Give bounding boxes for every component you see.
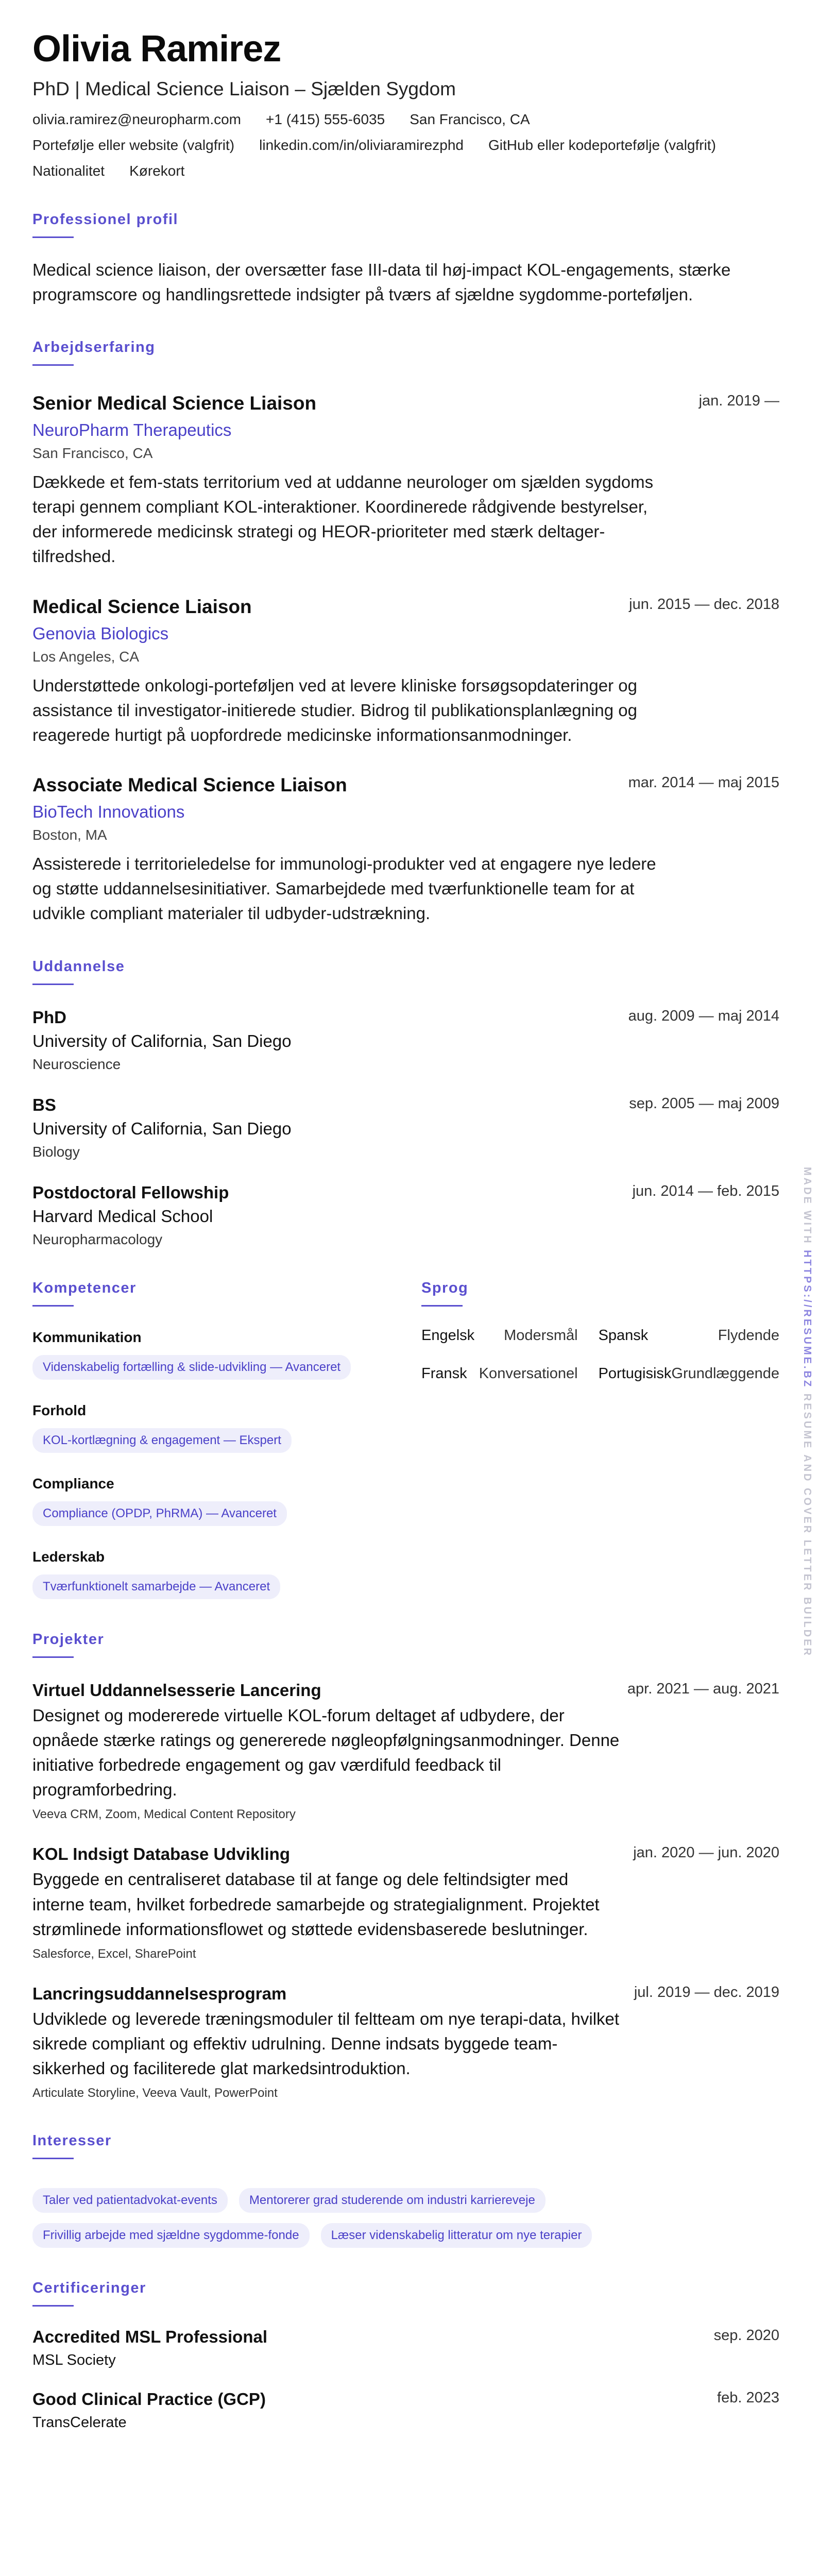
certification-issuer: MSL Society [32,2352,116,2369]
job-dates: jan. 2019 — [698,392,779,409]
certification-date: feb. 2023 [717,2389,779,2406]
degree: Postdoctoral Fellowship [32,1182,229,1202]
section-divider [32,1656,74,1658]
language-item [421,1365,578,1403]
project-dates: jul. 2019 — dec. 2019 [634,1984,779,2001]
contact-row [32,111,779,128]
section-title: Uddannelse [32,958,125,975]
project-entry [32,1844,779,1961]
school: University of California, San Diego [32,1118,292,1138]
contact-linkedin[interactable]: linkedin.com/in/oliviaramirezphd [259,137,464,153]
section-title: Kompetencer [32,1279,137,1296]
candidate-headline: PhD | Medical Science Liaison – Sjælden Sygdom [32,78,456,99]
project-description: Designet og modererede virtuelle KOL-forum deltaget af udbydere, der opnåede stærke ratings og genererede nøgleopfølgningsanmodninger. Denne initiative forbedrede engagement og gav værdifuld feedback til programforbedring. [32,1705,620,1800]
section-title: Certificeringer [32,2280,146,2297]
job-title: Medical Science Liaison [32,596,252,617]
education-entry [32,1183,779,1248]
interest-pill: Frivillig arbejde med sjældne sygdomme-fonde [32,2223,310,2248]
contact-github[interactable]: GitHub eller kodeportefølje (valgfrit) [488,137,716,153]
contact-license: Kørekort [129,162,185,179]
languages-section [421,1280,779,1599]
job-company: Genovia Biologics [32,623,169,643]
project-description: Udviklede og leverede træningsmoduler til feltteam om nye terapi-data, hvilket sikrede compliant og effektiv udrulning. Denne indsats byggede team-sikkerhed og faciliterede glat markedsintroduktion. [32,2009,620,2078]
education-entry [32,1095,779,1160]
certification-entry [32,2389,779,2431]
project-tools: Salesforce, Excel, SharePoint [32,1946,196,1961]
job-location: Los Angeles, CA [32,648,140,665]
field-of-study: Neuroscience [32,1056,121,1072]
section-title: Arbejdserfaring [32,338,156,355]
languages-list [421,1327,779,1403]
education-dates: aug. 2009 — maj 2014 [628,1007,779,1024]
experience-entry [32,596,779,748]
school: University of California, San Diego [32,1031,292,1050]
skill-category: Kommunikation [32,1329,142,1345]
language-item [421,1327,578,1365]
project-tools: Veeva CRM, Zoom, Medical Content Repository [32,1807,296,1822]
resume-page [32,30,779,2431]
job-company: NeuroPharm Therapeutics [32,420,232,439]
profile-summary: Medical science liaison, der oversætter fase III-data til høj-impact KOL-engagements, stærke programscore og handlingsrettede indsigter på tværs af sjældne sygdomme-porteføljen. [32,260,731,304]
language-name: Spansk [598,1327,649,1344]
field-of-study: Biology [32,1143,80,1160]
section-divider [32,984,74,985]
certification-date: sep. 2020 [713,2327,779,2344]
project-entry [32,1681,779,1822]
language-name: Portugisisk [598,1365,672,1382]
degree: BS [32,1095,56,1114]
education-entry [32,1008,779,1073]
language-name: Engelsk [421,1327,475,1344]
section-title: Professionel profil [32,211,179,228]
job-location: San Francisco, CA [32,445,153,461]
experience-entry [32,393,779,569]
education-dates: jun. 2014 — feb. 2015 [632,1182,779,1199]
experience-entry [32,774,779,926]
project-tools: Articulate Storyline, Veeva Vault, PowerPoint [32,2086,278,2100]
contact-nationality: Nationalitet [32,162,105,179]
section-divider [32,2305,74,2307]
interest-pill: Taler ved patientadvokat-events [32,2188,228,2213]
watermark-link[interactable]: HTTPS://RESUME.BZ [802,1250,813,1389]
language-level: Konversationel [479,1365,578,1382]
skills-languages-row [32,1280,779,1599]
project-dates: jan. 2020 — jun. 2020 [633,1844,779,1861]
language-level: Grundlæggende [671,1365,779,1382]
project-dates: apr. 2021 — aug. 2021 [627,1680,779,1697]
skill-pill: KOL-kortlægning & engagement — Ekspert [32,1428,292,1453]
job-description: Assisterede i territorieledelse for immunologi-produkter ved at engagere nye ledere og støtte uddannelsesinitiativer. Samarbejdede med tværfunktionelle team for at udvikle compliant materialer til udbyder-udstrækning. [32,854,656,923]
section-title: Projekter [32,1631,105,1648]
job-title: Associate Medical Science Liaison [32,774,347,796]
skill-category: Compliance [32,1475,114,1492]
job-dates: mar. 2014 — maj 2015 [628,774,779,791]
section-title: Sprog [421,1279,469,1296]
education-dates: sep. 2005 — maj 2009 [629,1095,779,1112]
skill-pill: Videnskabelig fortælling & slide-udvikling — Avanceret [32,1355,351,1380]
contact-row [32,163,779,179]
language-level: Flydende [718,1327,779,1344]
builder-watermark [801,1167,813,1657]
skill-pill: Tværfunktionelt samarbejde — Avanceret [32,1574,280,1599]
section-divider [32,364,74,366]
profile-section [32,211,779,307]
contact-email[interactable]: olivia.ramirez@neuropharm.com [32,111,242,127]
watermark-prefix: MADE WITH [802,1167,813,1250]
job-description: Dækkede et fem-stats territorium ved at uddanne neurologer om sjælden sygdoms terapi gennem compliant KOL-interaktioner. Koordinerede rådgivende bestyrelser, der informerede medicinsk strategi og HEOR-prioriteter med stærk deltager-tilfredshed. [32,472,654,566]
language-item [599,1327,779,1365]
degree: PhD [32,1007,66,1027]
section-divider [32,1305,74,1307]
contact-location: San Francisco, CA [410,111,530,127]
section-divider [421,1305,463,1307]
language-item [599,1365,779,1403]
certification-entry [32,2327,779,2369]
interest-pill: Læser videnskabelig litteratur om nye terapier [321,2223,592,2248]
education-section [32,958,779,1248]
contact-phone[interactable]: +1 (415) 555-6035 [266,111,385,127]
project-description: Byggede en centraliseret database til at fange og dele feltindsigter med interne team, hvilket forbedrede samarbejde og strategialignment. Projektet strømlinede informationsflowet og støttede evidensbaserede beslutninger. [32,1870,600,1939]
project-name: Virtuel Uddannelsesserie Lancering [32,1680,321,1700]
project-name: KOL Indsigt Database Udvikling [32,1844,290,1864]
watermark-suffix: RESUME AND COVER LETTER BUILDER [802,1388,813,1657]
section-divider [32,2158,74,2159]
candidate-name: Olivia Ramirez [32,28,281,70]
skill-category: Lederskab [32,1548,105,1565]
language-level: Modersmål [504,1327,578,1344]
certifications-section [32,2280,779,2431]
field-of-study: Neuropharmacology [32,1231,163,1247]
skill-category: Forhold [32,1402,87,1418]
interest-pill: Mentorerer grad studerende om industri karriereveje [239,2188,546,2213]
experience-section [32,339,779,926]
job-description: Understøttede onkologi-porteføljen ved at levere kliniske forsøgsopdateringer og assistance til investigator-initierede studier. Bidrog til publikationsplanlægning og reagerede hurtigt på uopfordrede medicinske informationsanmodninger. [32,675,637,744]
language-name: Fransk [421,1365,467,1382]
resume-header [32,30,779,179]
job-dates: jun. 2015 — dec. 2018 [629,596,779,613]
skills-section [32,1280,421,1599]
job-company: BioTech Innovations [32,802,185,822]
skill-pill: Compliance (OPDP, PhRMA) — Avanceret [32,1501,287,1526]
school: Harvard Medical School [32,1206,213,1226]
skills-list [32,1329,421,1599]
interests-section [32,2132,779,2248]
contact-website[interactable]: Portefølje eller website (valgfrit) [32,137,235,153]
section-title: Interesser [32,2132,112,2149]
interests-list [32,2178,754,2248]
certification-name: Accredited MSL Professional [32,2327,268,2347]
contact-row [32,137,779,154]
job-title: Senior Medical Science Liaison [32,392,317,414]
section-divider [32,236,74,238]
projects-section [32,1631,779,2101]
project-entry [32,1984,779,2101]
certification-issuer: TransCelerate [32,2414,127,2431]
certification-name: Good Clinical Practice (GCP) [32,2389,266,2409]
job-location: Boston, MA [32,827,107,843]
project-name: Lancringsuddannelsesprogram [32,1984,287,2003]
